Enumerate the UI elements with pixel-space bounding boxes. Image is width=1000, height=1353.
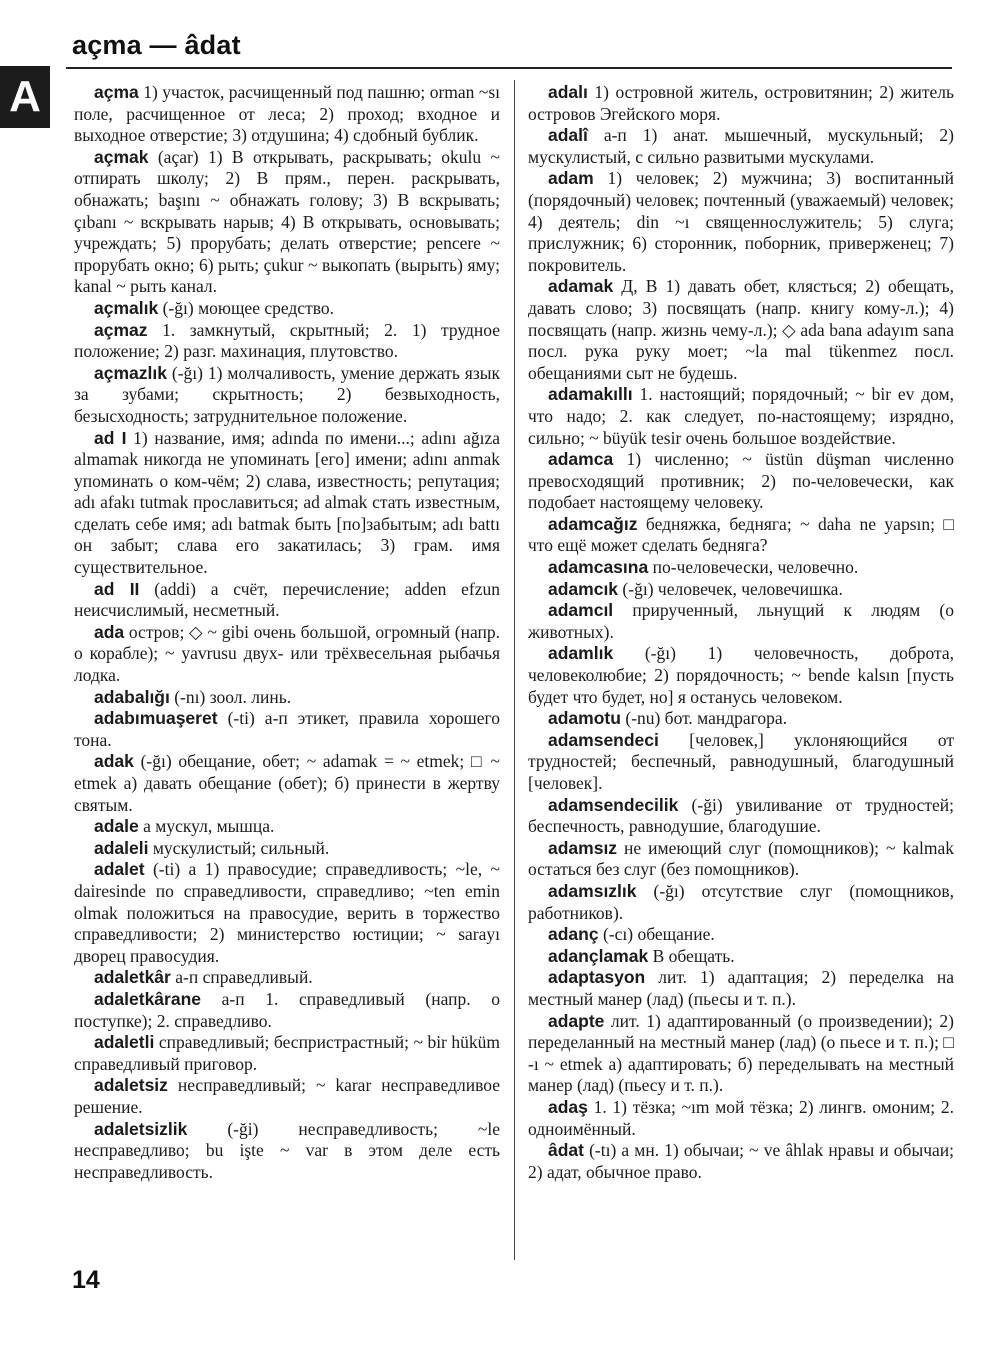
dictionary-entry xyxy=(528,384,954,449)
dictionary-column-right xyxy=(528,82,954,1183)
entry-headword: adamcasına xyxy=(548,557,649,578)
column-divider xyxy=(514,80,515,1260)
dictionary-entry xyxy=(528,600,954,643)
dictionary-entry xyxy=(528,946,954,968)
dictionary-entry xyxy=(74,82,500,147)
dictionary-entry xyxy=(74,1119,500,1184)
dictionary-entry xyxy=(528,967,954,1010)
entry-headword: adanç xyxy=(548,924,599,945)
dictionary-entry xyxy=(528,838,954,881)
entry-headword: açma xyxy=(94,82,139,102)
entry-definition: а-п 1) анат. мышечный, мускульный; 2) мускулистый, с сильно развитыми мускулами. xyxy=(528,125,954,167)
entry-headword: adak xyxy=(94,751,134,772)
dictionary-entry xyxy=(528,276,954,384)
entry-definition: справедливый; беспристрастный; ~ bir hüküm справедливый приговор. xyxy=(74,1032,500,1074)
dictionary-column-left xyxy=(74,82,500,1183)
entry-headword: adamsızlık xyxy=(548,880,637,901)
entry-headword: açmaz xyxy=(94,319,148,340)
entry-headword: adamlık xyxy=(548,643,614,664)
dictionary-entry xyxy=(74,622,500,687)
entry-definition: (-ğı) моющее средство. xyxy=(158,297,334,318)
dictionary-entry xyxy=(74,147,500,298)
dictionary-entry xyxy=(528,730,954,795)
dictionary-entry xyxy=(74,967,500,989)
dictionary-entry xyxy=(74,989,500,1032)
dictionary-entry xyxy=(528,795,954,838)
entry-headword: adamsız xyxy=(548,837,618,858)
entry-definition: (-ğı) отсутствие слуг (помощников, работников). xyxy=(528,880,954,923)
entry-definition: (açar) 1) В открывать, раскрывать; okulu ~ отпирать школу; 2) В прям., перен. раскрывать, обнажать; başını ~ обнажать голову; 3) В вскрывать; çıbanı ~ вскрывать нарыв; 4) В открывать, основывать; учреждать; 5) прорубать; делать отверстие; pencere ~ прорубать окно; 6) рыть; çukur ~ выкопать (вырыть) яму; kanal ~ рыть канал. xyxy=(74,146,500,297)
entry-definition: (-tı) а мн. 1) обычаи; ~ ve âhlak нравы и обычаи; 2) адат, обычное право. xyxy=(528,1140,954,1182)
entry-definition: (-nı) зоол. линь. xyxy=(169,686,292,707)
header-rule xyxy=(66,67,952,69)
dictionary-entry xyxy=(74,579,500,622)
entry-headword: adaş xyxy=(548,1096,588,1117)
entry-headword: adapte xyxy=(548,1010,605,1031)
entry-definition: (-ğı) 1) молчаливость, умение держать язык за зубами; скрытность; 2) безвыходность, безысходность; затруднительное положение. xyxy=(74,362,500,426)
dictionary-entry xyxy=(74,363,500,428)
entry-definition: 1. 1) тёзка; ~ım мой тёзка; 2) лингв. омоним; 2. одноимённый. xyxy=(528,1096,954,1139)
entry-definition: 1) численно; ~ üstün düşman численно превосходящий противник; 2) по-человечески, как подобает настоящему человеку. xyxy=(528,449,954,513)
dictionary-entry xyxy=(528,643,954,708)
dictionary-entry xyxy=(528,125,954,168)
entry-definition: (-ği) увиливание от трудностей; беспечность, равнодушие, благодушие. xyxy=(528,794,954,837)
entry-headword: adançlamak xyxy=(548,945,649,966)
dictionary-entry xyxy=(528,1140,954,1183)
entry-headword: adam xyxy=(548,168,594,189)
dictionary-entry xyxy=(528,1097,954,1140)
entry-definition: а мускул, мышца. xyxy=(138,816,275,837)
entry-definition: В обещать. xyxy=(648,945,735,966)
entry-definition: а-п 1. справедливый (напр. о поступке); 2. справедливо. xyxy=(74,988,500,1031)
entry-definition: 1. настоящий; порядочный; ~ bir ev дом, что надо; 2. как следует, по-настоящему; изрядно, сильно; ~ büyük tesir очень большое воздействие. xyxy=(528,384,954,448)
dictionary-entry xyxy=(74,708,500,751)
entry-headword: adale xyxy=(94,816,139,837)
entry-headword: ad I xyxy=(94,427,127,448)
dictionary-entry xyxy=(74,298,500,320)
entry-headword: açmalık xyxy=(94,297,159,318)
entry-headword: adamcağız xyxy=(548,513,638,534)
dictionary-entry xyxy=(74,1032,500,1075)
entry-definition: (-cı) обещание. xyxy=(598,924,715,945)
dictionary-entry xyxy=(74,687,500,709)
dictionary-entry xyxy=(74,859,500,967)
entry-definition: 1) название, имя; adında по имени...; adını ağıza almamak никогда не упоминать [его] имени; adını anmak упоминать о ком-чём; 2) слава, известность; репутация; adı afakı tutmak прославиться; ad almak стать известным, сделать себе имя; adı batmak быть [по]забытым; adı battı он забыт; слава его закатилась; 3) грам. имя существительное. xyxy=(74,427,500,578)
entry-definition: 1. замкнутый, скрытный; 2. 1) трудное положение; 2) разг. махинация, плутовство. xyxy=(74,319,500,362)
entry-definition: мускулистый; сильный. xyxy=(148,837,330,858)
entry-headword: adamak xyxy=(548,276,614,297)
entry-definition: (-nu) бот. мандрагора. xyxy=(620,708,788,729)
entry-definition: [человек,] уклоняющийся от трудностей; беспечный, равнодушный, благодушный [человек]. xyxy=(528,729,954,793)
dictionary-entry xyxy=(528,579,954,601)
entry-headword: adamcıl xyxy=(548,600,614,621)
entry-definition: лит. 1) адаптированный (о произведении); 2) переделанный на местный манер (лад) (о пьесе и т. п.); □ -ı ~ etmek а) адаптировать; б) переделывать на местный манер (лад) (пьесу и т. п.). xyxy=(528,1010,954,1096)
dictionary-entry xyxy=(528,924,954,946)
entry-headword: adaletkâr xyxy=(94,967,171,988)
dictionary-entry xyxy=(528,1011,954,1097)
entry-headword: adamotu xyxy=(548,708,621,729)
entry-headword: açmak xyxy=(94,146,149,167)
entry-definition: (-ti) а-п этикет, правила хорошего тона. xyxy=(74,708,500,750)
running-head-title: açma — âdat xyxy=(72,30,241,60)
entry-headword: ad II xyxy=(94,578,140,599)
entry-definition: (-ğı) человечек, человечишка. xyxy=(618,578,843,599)
dictionary-entry xyxy=(528,168,954,276)
entry-definition: (addi) а счёт, перечисление; adden efzun неисчислимый, несметный. xyxy=(74,578,500,621)
entry-headword: adaleli xyxy=(94,837,149,858)
entry-headword: adamsendeci xyxy=(548,729,659,750)
entry-definition: бедняжка, бедняга; ~ daha ne yapsın; □ что ещё может сделать бедняга? xyxy=(528,513,954,556)
dictionary-entry xyxy=(74,1075,500,1118)
entry-headword: adamcık xyxy=(548,578,619,599)
entry-headword: adaletli xyxy=(94,1032,155,1053)
entry-definition: (-ğı) 1) человечность, доброта, человеколюбие; 2) порядочность; ~ bende kalsın [пусть будет что будет, но] я останусь человеком. xyxy=(528,643,954,707)
entry-headword: adabımuaşeret xyxy=(94,708,218,729)
entry-headword: açmazlık xyxy=(94,362,167,383)
entry-definition: (-ti) а 1) правосудие; справедливость; ~le, ~ dairesinde по справедливости, справедливо; ~ten emin olmak положиться на правосудие, верить в торжество справедливости; 2) министерство юстиции; ~ sarayı дворец правосудия. xyxy=(74,859,500,966)
dictionary-entry xyxy=(528,449,954,514)
entry-definition: несправедливый; ~ karar несправедливое решение. xyxy=(74,1075,500,1117)
entry-definition: (-ğı) обещание, обет; ~ adamak = ~ etmek; □ ~ etmek а) давать обещание (обет); б) принести в жертву святым. xyxy=(74,751,500,815)
entry-definition: 1) островной житель, островитянин; 2) житель островов Эгейского моря. xyxy=(528,82,954,124)
entry-headword: adaletsiz xyxy=(94,1075,168,1096)
entry-headword: adaletsizlik xyxy=(94,1118,188,1139)
entry-definition: Д, В 1) давать обет, клясться; 2) обещать, давать слово; 3) посвящать (напр. книгу кому-л.); 4) посвящать (напр. жизнь чему-л.); ◇ ada bana adayım sana посл. рука руку моет; ~la mal tükenmez посл. обещаниями сыт не будешь. xyxy=(528,276,954,383)
entry-definition: лит. 1) адаптация; 2) переделка на местный манер (лад) (пьесы и т. п.). xyxy=(528,967,954,1009)
dictionary-entry xyxy=(528,881,954,924)
entry-headword: adamakıllı xyxy=(548,384,633,405)
page-number: 14 xyxy=(72,1266,100,1294)
dictionary-entry xyxy=(528,514,954,557)
letter-thumb-tab: A xyxy=(0,66,50,128)
dictionary-entry xyxy=(74,816,500,838)
entry-headword: âdat xyxy=(548,1140,584,1161)
entry-headword: adaptasyon xyxy=(548,967,646,988)
entry-definition: прирученный, льнущий к людям (о животных). xyxy=(528,600,954,642)
dictionary-entry xyxy=(74,320,500,363)
entry-headword: adamca xyxy=(548,449,614,470)
entry-headword: adalı xyxy=(548,82,588,102)
entry-definition: 1) человек; 2) мужчина; 3) воспитанный (порядочный) человек; почтенный (уважаемый) человек; 4) деятель; din ~ı священнослужитель; 5) слуга; прислужник; 6) сторонник, поборник, приверженец; 7) покровитель. xyxy=(528,168,954,275)
entry-headword: adabalığı xyxy=(94,686,170,707)
entry-definition: по-человечески, человечно. xyxy=(648,557,859,578)
entry-headword: adalet xyxy=(94,859,145,880)
dictionary-entry xyxy=(528,82,954,125)
entry-definition: (-ği) несправедливость; ~le несправедливо; bu işte ~ var в этом деле есть несправедливость. xyxy=(74,1118,500,1182)
entry-headword: adamsendecilik xyxy=(548,794,679,815)
dictionary-entry xyxy=(74,838,500,860)
dictionary-entry xyxy=(528,557,954,579)
entry-headword: adalî xyxy=(548,125,588,146)
entry-headword: adaletkârane xyxy=(94,988,202,1009)
dictionary-entry xyxy=(74,428,500,579)
entry-definition: остров; ◇ ~ gibi очень большой, огромный (напр. о корабле); ~ yavrusu двух- или трёхвесельная рыбачья лодка. xyxy=(74,621,500,686)
entry-definition: не имеющий слуг (помощников); ~ kalmak остаться без слуг (без помощников). xyxy=(528,837,954,880)
dictionary-entry xyxy=(74,751,500,816)
dictionary-entry xyxy=(528,708,954,730)
entry-headword: ada xyxy=(94,621,125,642)
entry-definition: 1) участок, расчищенный под пашню; orman ~sı поле, расчищенное от леса; 2) проход; входное и выходное отверстие; 3) отдушина; 4) сдобный бублик. xyxy=(74,82,500,146)
entry-definition: а-п справедливый. xyxy=(170,967,313,988)
